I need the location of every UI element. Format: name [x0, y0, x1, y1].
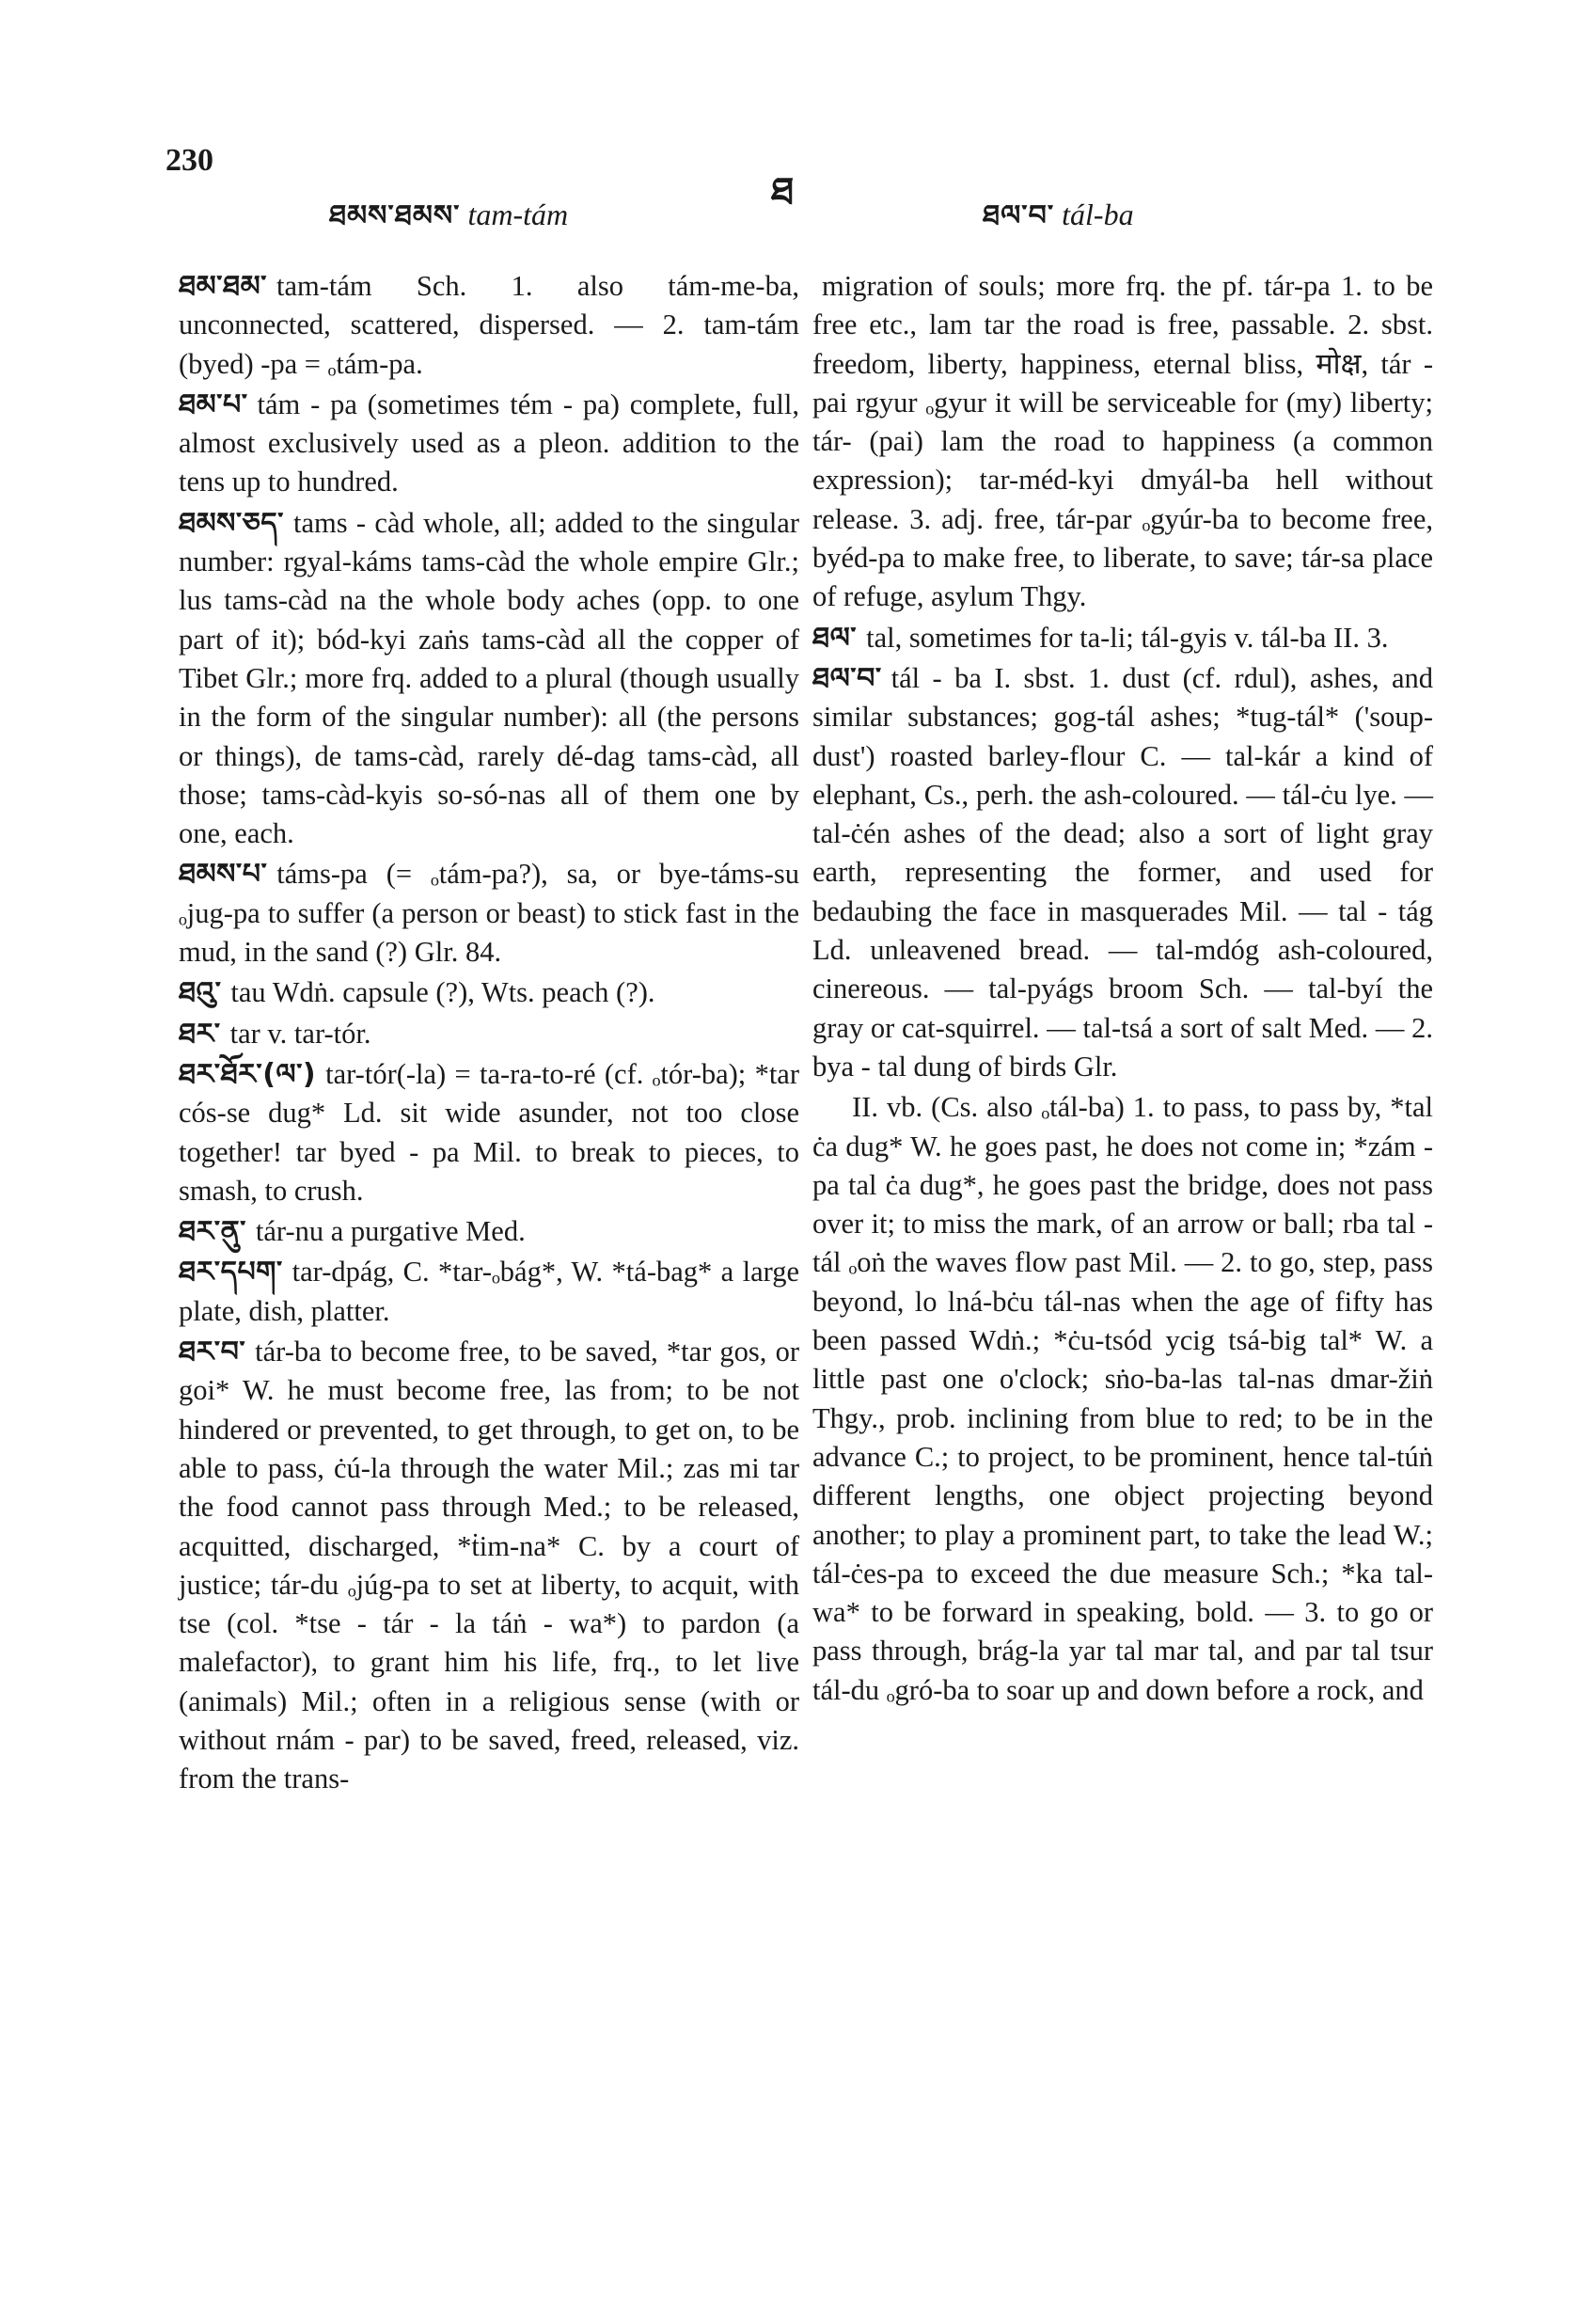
page-number: 230: [165, 143, 213, 178]
running-head-right-tibetan: ཐལ་བ་: [983, 199, 1055, 232]
entry-text: tám - pa (sometimes tém - pa) complete, full, almost exclusively used as a pleon. addition to the tens up to hundred.: [179, 387, 799, 498]
dictionary-entry: [179, 1333, 799, 1799]
entry-headword: ཐམས་པ་: [179, 858, 268, 892]
dictionary-entry: [812, 659, 1433, 1086]
dictionary-entry: [812, 619, 1433, 657]
dictionary-entry: [179, 1253, 799, 1331]
dictionary-entry: [179, 1212, 799, 1251]
dictionary-entry: [179, 267, 799, 384]
dictionary-entry: [179, 1055, 799, 1210]
entry-headword: ཐར་ཐོར་(ལ་): [179, 1057, 317, 1091]
entry-text: tam-tám Sch. 1. also tám-me-ba, unconnected, scattered, dispersed. — 2. tam-tám (byed) -pa = ₒtám-pa.: [179, 270, 799, 380]
dictionary-entry-sense: [812, 1088, 1433, 1710]
running-head-right: [983, 184, 1134, 263]
entry-text: tar-dpág, C. *tar-ₒbág*, W. *tá-bag* a large plate, dish, platter.: [179, 1256, 799, 1327]
dictionary-entry: [179, 855, 799, 972]
entry-headword: ཐར་བ་: [179, 1336, 246, 1369]
entry-text: migration of souls; more frq. the pf. tár-pa 1. to be free etc., lam tar the road is free, passable. 2. sbst. freedom, liberty, happiness, eternal bliss, मोक्ष, tár - pai rgyur ₒgyur it will be serviceable for (my) liberty; tár- (pai) lam the road to happiness (a common expression); tar-méd-kyi dmyál-ba hell without release. 3. adj. free, tár-par ₒgyúr-ba to become free, byéd-pa to make free, to liberate, to save; tár-sa place of refuge, asylum Thgy.: [812, 270, 1433, 613]
dictionary-entry: [179, 386, 799, 502]
entry-headword: ཐམས་ཅད་: [179, 506, 284, 540]
entry-headword: ཐར་ནུ་: [179, 1215, 246, 1249]
entry-text: tar v. tar-tór.: [229, 1017, 371, 1050]
dictionary-entry: [179, 504, 799, 854]
entry-headword: ཐམ་པ་: [179, 387, 248, 421]
entry-text: tár-nu a purgative Med.: [255, 1215, 526, 1248]
entry-text: II. vb. (Cs. also ₒtál-ba) 1. to pass, to pass by, *tal ċa dug* W. he goes past, he does not come in; *zám - pa tal ċa dug*, he goes past the bridge, does not pass over it; to miss the mark, of an arrow or ball; rba tal - tál ₒoṅ the waves flow past Mil. — 2. to go, step, pass beyond, lo lná-bċu tál-nas when the age of fifty has been passed Wdṅ.; *ċu-tsód ycig tsá-big tal* W. a little past one o'clock; sṅo-ba-las tal-nas dmar-žiṅ Thgy., prob. inclining from blue to red; to be in the advance C.; to project, to be prominent, hence tal-túṅ different lengths, one object projecting beyond another; to play a prominent part, to take the lead W.; tál-ċes-pa to exceed the due measure Sch.; *ka tal-wa* to be forward in speaking, bold. — 3. to go or pass through, brág-la yar tal mar tal, and par tal tsur tál-du ₒgró-ba to soar up and down before a rock, and: [812, 1091, 1433, 1706]
dictionary-entry: [179, 973, 799, 1012]
entry-text: tár-ba to become free, to be saved, *tar gos, or goi* W. he must become free, las from; to be not hindered or prevented, to get through, to get on, to be able to pass, ċú-la through the water Mil.; zas mi tar the food cannot pass through Med.; to be released, acquitted, discharged, *ṫim-na* C. by a court of justice; tár-du ₒjúg-pa to set at liberty, to acquit, with tse (col. *tse - tár - la táṅ - wa*) to pardon (a malefactor), to grant him his life, frq., to let live (animals) Mil.; often in a religious sense (with or without rnám - par) to be saved, freed, released, viz. from the trans-: [179, 1336, 799, 1795]
entry-text: tal, sometimes for ta-li; tál-gyis v. tál-ba II. 3.: [866, 621, 1389, 654]
entry-headword: ཐར་དཔག་: [179, 1256, 283, 1289]
entry-text: táms-pa (= ₒtám-pa?), sa, or bye-táms-su ₒjug-pa to suffer (a person or beast) to stick fast in the mud, in the sand (?) Glr. 84.: [179, 858, 799, 969]
entry-text: tau Wdṅ. capsule (?), Wts. peach (?).: [230, 976, 655, 1009]
entry-headword: ཐལ་བ་: [812, 661, 882, 695]
entry-text: tar-tór(-la) = ta-ra-to-ré (cf. ₒtór-ba); *tar cós-se dug* Ld. sit wide asunder, not too close together! tar byed - pa Mil. to break to pieces, to smash, to crush.: [179, 1057, 799, 1207]
entry-headword: ཐལ་: [812, 621, 858, 655]
entry-headword: ཐར་: [179, 1017, 221, 1051]
dictionary-entry-continuation: [812, 267, 1433, 617]
entry-headword: ཐའུ་: [179, 976, 222, 1010]
running-head-right-translit: tál-ba: [1062, 198, 1134, 231]
entry-headword: ཐམ་ཐམ་: [179, 270, 267, 303]
running-head-left-translit: tam-tám: [467, 198, 569, 231]
running-head-left: [329, 184, 568, 263]
entry-text: tál - ba I. sbst. 1. dust (cf. rdul), ashes, and similar substances; gog-tál ashes; *tug-tál* ('soup-dust') roasted barley-flour C. — tal-kár a kind of elephant, Cs., perh. the ash-coloured. — tál-ċu lye. — tal-ċén ashes of the dead; also a sort of light gray earth, representing the former, and used for bedaubing the face in masquerades Mil. — tal - tág Ld. unleavened bread. — tal-mdóg ash-coloured, cinereous. — tal-pyágs broom Sch. — tal-byí the gray or cat-squirrel. — tal-tsá a sort of salt Med. — 2. bya - tal dung of birds Glr.: [812, 661, 1433, 1083]
right-column: [812, 267, 1433, 1712]
left-column: [179, 267, 799, 1801]
running-head-left-tibetan: ཐམས་ཐམས་: [329, 199, 461, 232]
entry-text: tams - càd whole, all; added to the singular number: rgyal-káms tams-càd the whole empire Glr.; lus tams-càd na the whole body aches (opp. to one part of it); bód-kyi zaṅs tams-càd all the copper of Tibet Glr.; more frq. added to a plural (though usually in the form of the singular number): all (the persons or things), de tams-càd, rarely dé-dag tams-càd, all those; tams-càd-kyis so-só-nas all of them one by one, each.: [179, 506, 799, 850]
section-letter: ཐ: [771, 170, 795, 213]
dictionary-entry: [179, 1015, 799, 1053]
